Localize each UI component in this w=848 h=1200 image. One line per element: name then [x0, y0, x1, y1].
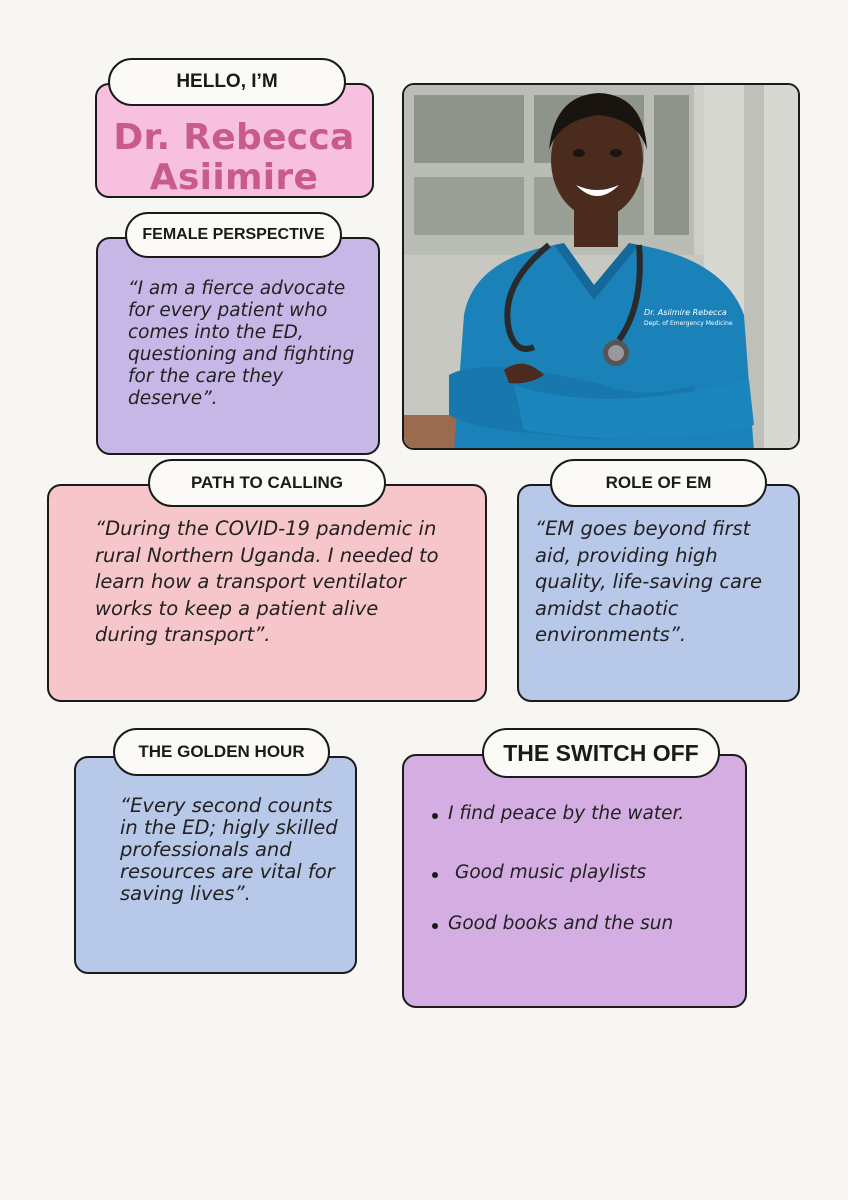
quote-line: during transport”.: [95, 623, 271, 646]
quote-line: works to keep a patient alive: [95, 596, 379, 620]
list-item: [430, 862, 740, 883]
quote-line: resources are vital for: [120, 860, 335, 883]
portrait-illustration: [404, 85, 800, 450]
list-item: [430, 913, 740, 934]
quote-line: “EM goes beyond first: [535, 517, 751, 540]
switch-off-heading: THE SWITCH OFF: [482, 728, 720, 778]
golden-hour-heading: THE GOLDEN HOUR: [113, 728, 330, 776]
quote-line: questioning and fighting: [128, 344, 355, 365]
quote-line: saving lives”.: [120, 882, 251, 905]
scrub-embroidery-name: Dr. Asiimire Rebecca: [644, 308, 727, 317]
path-to-calling-heading: PATH TO CALLING: [148, 459, 386, 507]
quote-line: for the care they: [128, 366, 284, 387]
scrub-embroidery-dept: Dept. of Emergency Medicine: [644, 320, 733, 327]
list-item-text: Good music playlists: [455, 862, 647, 883]
list-item-text: Good books and the sun: [448, 913, 674, 934]
quote-line: “I am a fierce advocate: [128, 278, 346, 299]
quote-line: environments”.: [535, 623, 687, 646]
quote-line: comes into the ED,: [128, 322, 304, 343]
quote-line: “During the COVID-19 pandemic in: [95, 517, 437, 540]
female-perspective-heading: FEMALE PERSPECTIVE: [125, 212, 342, 258]
quote-line: “Every second counts: [120, 794, 333, 817]
role-of-em-heading: ROLE OF EM: [550, 459, 767, 507]
quote-line: deserve”.: [128, 388, 218, 409]
doctor-portrait-photo: [402, 83, 800, 450]
switch-off-list: [430, 803, 740, 934]
quote-line: professionals and: [120, 838, 292, 861]
quote-line: for every patient who: [128, 300, 328, 321]
path-to-calling-quote: [95, 516, 470, 649]
quote-line: learn how a transport ventilator: [95, 570, 406, 593]
doctor-name: [100, 118, 368, 198]
greeting-pill: HELLO, I’M: [108, 58, 346, 106]
list-item: [430, 803, 740, 824]
list-item-text: I find peace by the water.: [448, 803, 685, 824]
doctor-name-line-1: Dr. Rebecca: [113, 117, 355, 158]
quote-line: aid, providing high: [535, 543, 718, 567]
female-perspective-quote: [128, 278, 378, 410]
quote-line: quality, life-saving care: [535, 570, 763, 593]
role-of-em-quote: [535, 516, 795, 649]
quote-line: amidst chaotic: [535, 596, 679, 620]
quote-line: in the ED; higly skilled: [120, 816, 338, 839]
golden-hour-quote: [120, 795, 350, 905]
quote-line: rural Northern Uganda. I needed to: [95, 543, 439, 567]
doctor-name-line-2: Asiimire: [149, 157, 319, 198]
